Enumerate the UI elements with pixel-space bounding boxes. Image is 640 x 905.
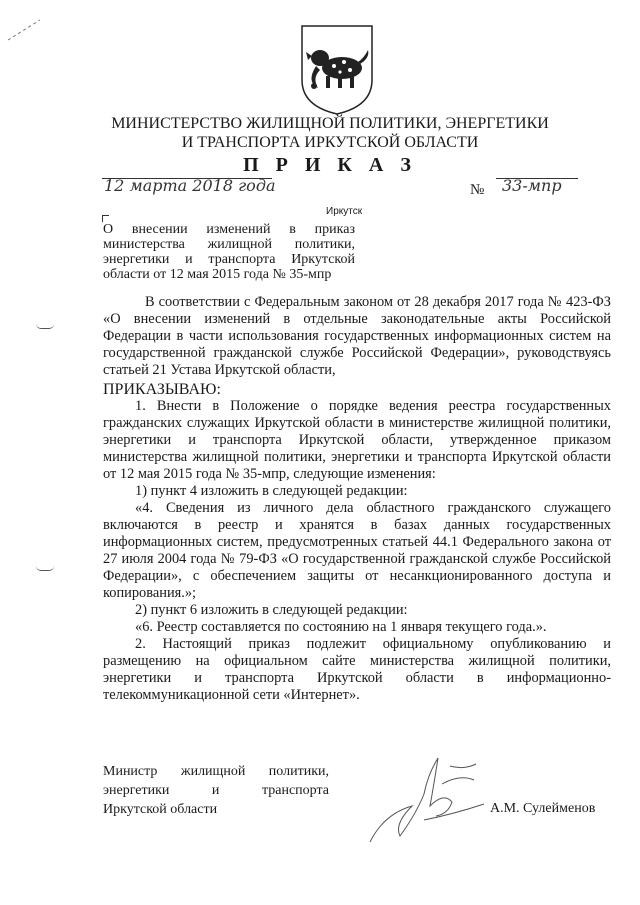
- city-name: Иркутск: [326, 206, 363, 217]
- quote-2-paragraph: «6. Реестр составляется по состоянию на 1 января текущего года.».: [135, 619, 547, 635]
- signer-row-2: [103, 781, 329, 800]
- date-underline: [102, 178, 272, 179]
- signer-word: транспорта: [261, 783, 329, 798]
- subitem-1-paragraph: 1) пункт 4 изложить в следующей редакции:: [135, 483, 408, 499]
- handwritten-signature-icon: [364, 744, 504, 854]
- signer-name: А.М. Сулейменов: [490, 801, 596, 816]
- order-body: [103, 294, 611, 704]
- command-word: ПРИКАЗЫВАЮ:: [103, 381, 221, 398]
- signer-position: [103, 762, 329, 819]
- number-label: №: [470, 182, 485, 198]
- signer-row-3: Иркутской области: [103, 802, 218, 817]
- scan-mark-icon: [0, 0, 80, 50]
- preamble-paragraph: В соответствии с Федеральным законом от 28 декабря 2017 года № 423-ФЗ «О внесении изменений в отдельные законодательные акты Российской Федерации в части использования государственных информационных систем на государственной гражданской службе Российской Федерации», руководствуясь статьей 21 Устава Иркутской области,: [103, 294, 611, 378]
- signer-word: политики,: [268, 764, 329, 779]
- coat-of-arms-icon: [298, 22, 376, 116]
- signer-word: энергетики: [103, 783, 170, 798]
- ministry-name-line2: И ТРАНСПОРТА ИРКУТСКОЙ ОБЛАСТИ: [181, 134, 479, 151]
- order-subject: О внесении изменений в приказ министерства жилищной политики, энергетики и транспорта Иркутской области от 12 мая 2015 года № 35-мпр: [103, 222, 355, 282]
- signer-word: Министр: [103, 764, 158, 779]
- subitem-2-paragraph: 2) пункт 6 изложить в следующей редакции:: [135, 602, 408, 618]
- order-number: 33-мпр: [502, 176, 562, 195]
- ministry-name-line1: МИНИСТЕРСТВО ЖИЛИЩНОЙ ПОЛИТИКИ, ЭНЕРГЕТИКИ: [111, 115, 549, 132]
- margin-mark: [36, 566, 54, 571]
- order-date: 12 марта 2018 года: [104, 176, 276, 195]
- ministry-name: [100, 114, 560, 152]
- signer-word: жилищной: [180, 764, 246, 779]
- quote-1-paragraph: «4. Сведения из личного дела областного гражданского служащего включаются в реестр и хранятся в базах данных государственных информационных систем, предусмотренных статьей 44.1 Федерального закона от 27 июля 2004 года № 79-ФЗ «О государственной гражданской службе Российской Федерации», с обеспечением защиты от несанкционированного доступа и копирования.»;: [103, 500, 611, 601]
- item-2-paragraph: 2. Настоящий приказ подлежит официальному опубликованию и размещению на официальном сайте министерства жилищной политики, энергетики и транспорта Иркутской области в информационно-телекоммуникационной сети «Интернет».: [103, 636, 611, 703]
- signer-word: и: [211, 783, 220, 798]
- signer-row-1: [103, 762, 329, 781]
- number-underline: [496, 178, 578, 179]
- margin-mark: [36, 324, 54, 329]
- item-1-paragraph: 1. Внести в Положение о порядке ведения реестра государственных гражданских служащих Иркутской области в министерстве жилищной политики, энергетики и транспорта Иркутской области, утвержденное приказом министерства жилищной политики, энергетики и транспорта Иркутской области от 12 мая 2015 года № 35-мпр, следующие изменения:: [103, 398, 611, 482]
- document-type-title: П Р И К А З: [243, 154, 417, 176]
- subject-corner-mark: [102, 215, 109, 222]
